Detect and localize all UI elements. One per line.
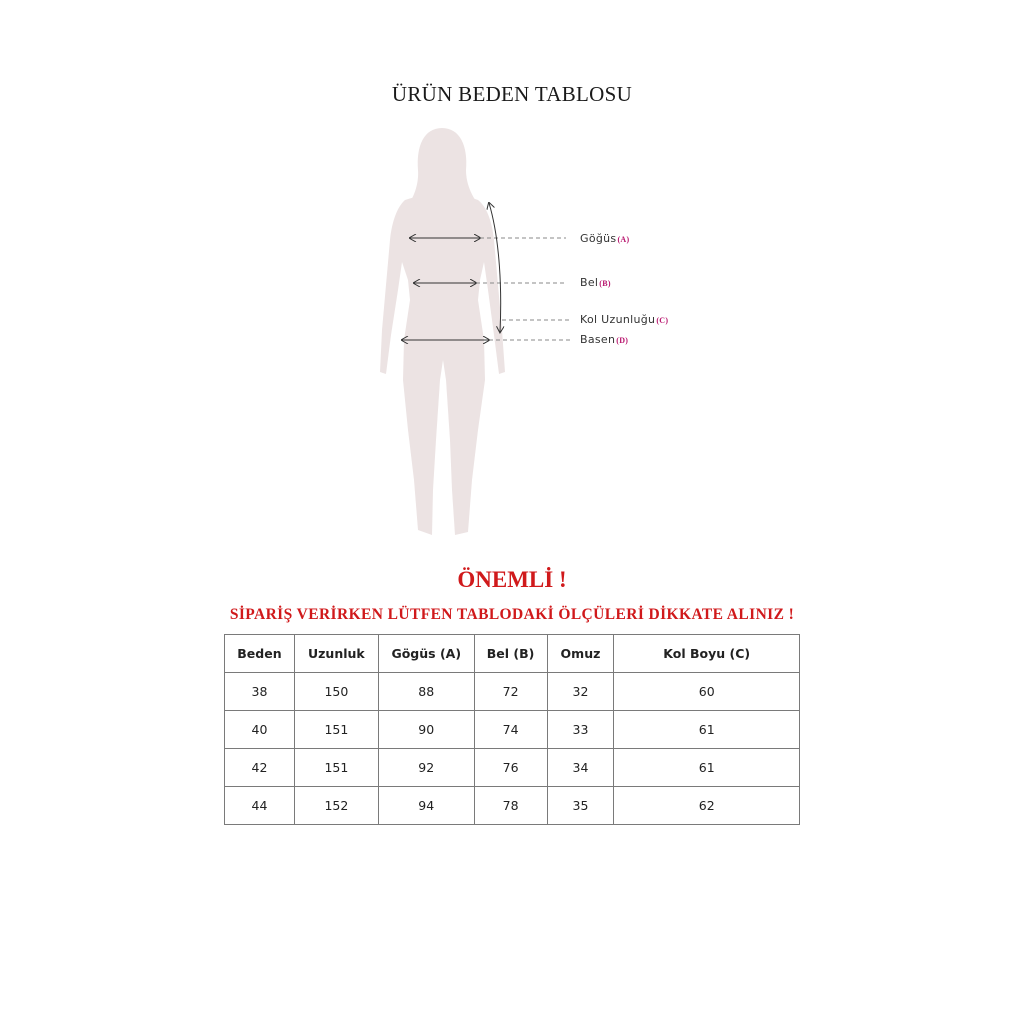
measurement-name: Göğüs bbox=[580, 232, 617, 245]
table-cell: 94 bbox=[378, 787, 474, 825]
table-row bbox=[225, 787, 800, 825]
measurement-name: Basen bbox=[580, 333, 616, 346]
table-cell: 151 bbox=[294, 749, 378, 787]
table-row bbox=[225, 673, 800, 711]
silhouette bbox=[380, 128, 505, 535]
measurement-label-hip bbox=[580, 333, 628, 346]
table-cell: 40 bbox=[225, 711, 295, 749]
header-cell: Kol Boyu (C) bbox=[614, 635, 800, 673]
table-cell: 150 bbox=[294, 673, 378, 711]
table-cell: 62 bbox=[614, 787, 800, 825]
measurement-code: (D) bbox=[616, 336, 629, 345]
table-row bbox=[225, 711, 800, 749]
table-cell: 44 bbox=[225, 787, 295, 825]
measurement-label-arm bbox=[580, 313, 668, 326]
measurement-code: (B) bbox=[599, 279, 611, 288]
measurement-name: Kol Uzunluğu bbox=[580, 313, 656, 326]
table-cell: 38 bbox=[225, 673, 295, 711]
notice-text: SİPARİŞ VERİRKEN LÜTFEN TABLODAKİ ÖLÇÜLERİ DİKKATE ALINIZ ! bbox=[229, 606, 795, 623]
table-cell: 33 bbox=[547, 711, 614, 749]
header-cell: Omuz bbox=[547, 635, 614, 673]
table-header-row bbox=[225, 635, 800, 673]
table-cell: 152 bbox=[294, 787, 378, 825]
table-cell: 151 bbox=[294, 711, 378, 749]
measurement-code: (A) bbox=[617, 235, 630, 244]
table-cell: 32 bbox=[547, 673, 614, 711]
measurement-code: (C) bbox=[656, 316, 669, 325]
table-cell: 60 bbox=[614, 673, 800, 711]
table-cell: 78 bbox=[474, 787, 547, 825]
header-cell: Uzunluk bbox=[294, 635, 378, 673]
table-cell: 42 bbox=[225, 749, 295, 787]
table-cell: 76 bbox=[474, 749, 547, 787]
table-cell: 34 bbox=[547, 749, 614, 787]
header-cell: Gögüs (A) bbox=[378, 635, 474, 673]
table-cell: 92 bbox=[378, 749, 474, 787]
table-cell: 61 bbox=[614, 749, 800, 787]
important-heading: ÖNEMLİ ! bbox=[457, 567, 567, 592]
size-table bbox=[224, 634, 800, 825]
table-cell: 90 bbox=[378, 711, 474, 749]
table-cell: 74 bbox=[474, 711, 547, 749]
header-cell: Beden bbox=[225, 635, 295, 673]
measurement-name: Bel bbox=[580, 276, 599, 289]
measurement-label-waist bbox=[580, 276, 611, 289]
measurement-label-chest bbox=[580, 232, 629, 245]
page-title: ÜRÜN BEDEN TABLOSU bbox=[391, 82, 633, 106]
table-cell: 72 bbox=[474, 673, 547, 711]
table-cell: 35 bbox=[547, 787, 614, 825]
table-row bbox=[225, 749, 800, 787]
table-cell: 88 bbox=[378, 673, 474, 711]
table-cell: 61 bbox=[614, 711, 800, 749]
header-cell: Bel (B) bbox=[474, 635, 547, 673]
